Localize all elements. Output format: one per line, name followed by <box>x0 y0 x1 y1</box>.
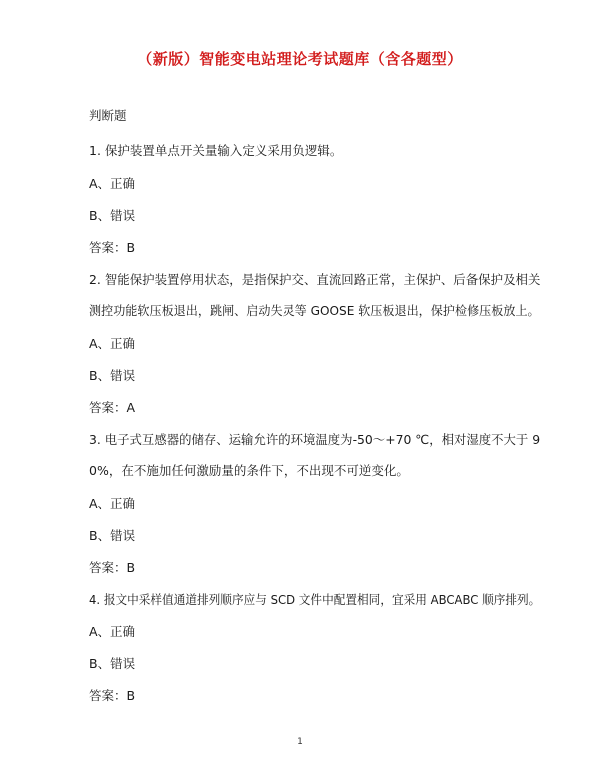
section-heading: 判断题 <box>89 108 127 123</box>
question-2-text-line-2: 测控功能软压板退出，跳闸、启动失灵等 GOOSE 软压板退出，保护检修压板放上。 <box>89 303 540 318</box>
question-3-option-b: B、错误 <box>89 528 136 543</box>
question-3-option-a: A、正确 <box>89 496 136 511</box>
page-title: （新版）智能变电站理论考试题库（含各题型） <box>137 50 463 68</box>
question-3-text-line-2: 0%，在不施加任何激励量的条件下，不出现不可逆变化。 <box>89 463 409 478</box>
question-2-option-b: B、错误 <box>89 368 136 383</box>
question-2-text-line-1: 2. 智能保护装置停用状态，是指保护交、直流回路正常，主保护、后备保护及相关 <box>89 272 541 287</box>
question-3-answer: 答案：B <box>89 560 136 575</box>
page-number: 1 <box>297 737 303 747</box>
question-1-answer: 答案：B <box>89 240 136 255</box>
question-1-option-a: A、正确 <box>89 176 136 191</box>
question-1-option-b: B、错误 <box>89 208 136 223</box>
question-4-option-b: B、错误 <box>89 656 136 671</box>
question-4-answer: 答案：B <box>89 688 136 703</box>
question-3-text-line-1: 3. 电子式互感器的储存、运输允许的环境温度为-50～+70 ℃，相对湿度不大于 9 <box>89 432 541 447</box>
question-4-text: 4. 报文中采样值通道排列顺序应与 SCD 文件中配置相同，宜采用 ABCABC 顺序排列。 <box>89 592 541 607</box>
question-1-text: 1. 保护装置单点开关量输入定义采用负逻辑。 <box>89 143 343 158</box>
question-2-option-a: A、正确 <box>89 336 136 351</box>
question-2-answer: 答案：A <box>89 400 136 415</box>
question-4-option-a: A、正确 <box>89 624 136 639</box>
